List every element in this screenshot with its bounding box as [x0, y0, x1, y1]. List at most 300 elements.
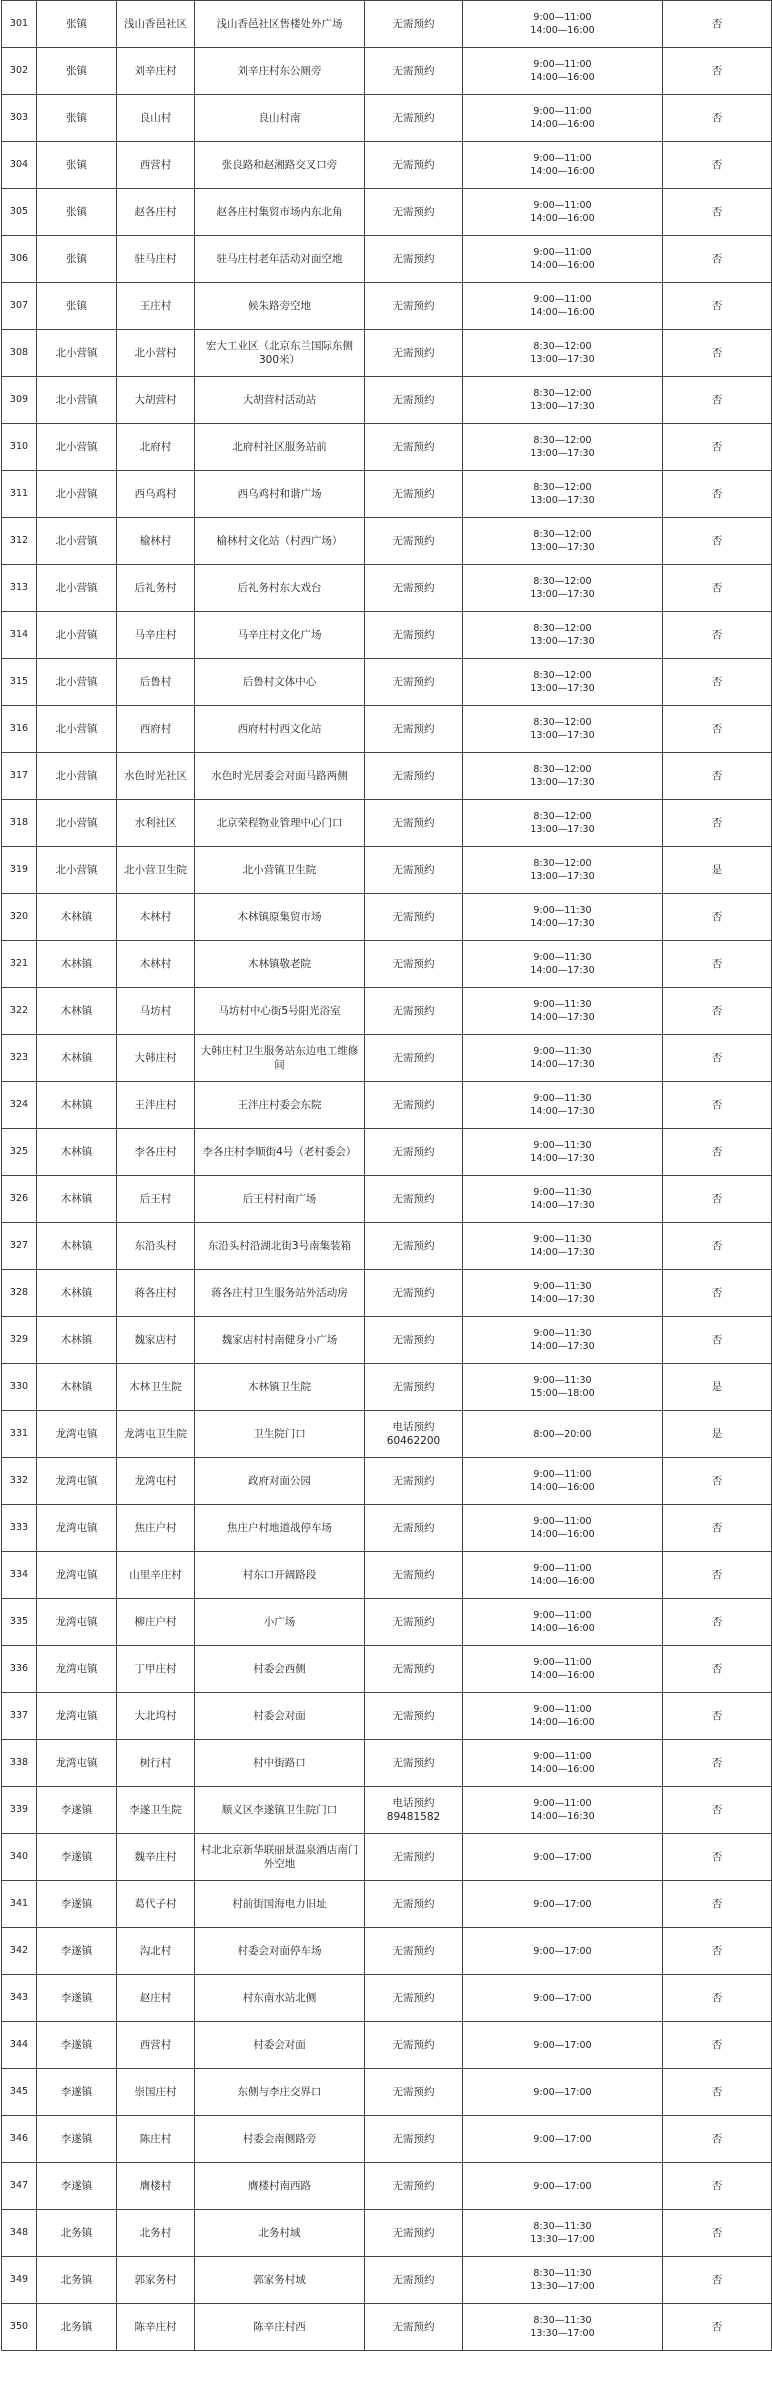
site-address: 村中街路口	[195, 1740, 365, 1787]
village-name: 榆林村	[117, 518, 195, 565]
reservation-method: 无需预约	[365, 1270, 463, 1317]
site-address: 木林镇卫生院	[195, 1364, 365, 1411]
is-health-center: 否	[663, 753, 772, 800]
reservation-method: 无需预约	[365, 800, 463, 847]
town-name: 北小营镇	[37, 706, 117, 753]
service-hours-line: 9:00—11:00	[533, 12, 592, 23]
reservation-method: 无需预约	[365, 424, 463, 471]
site-address: 村委会对面	[195, 1693, 365, 1740]
is-health-center: 否	[663, 1505, 772, 1552]
service-hours-line: 9:00—11:30	[533, 1328, 592, 1339]
site-address: 驻马庄村老年活动对面空地	[195, 236, 365, 283]
table-row	[2, 1364, 772, 1411]
reservation-method: 无需预约	[365, 471, 463, 518]
service-hours	[463, 1270, 663, 1317]
town-name: 李遂镇	[37, 1834, 117, 1881]
row-number: 343	[2, 1975, 37, 2022]
service-hours-line: 8:30—11:30	[533, 2268, 592, 2279]
table-row	[2, 753, 772, 800]
is-health-center: 否	[663, 518, 772, 565]
town-name: 北小营镇	[37, 753, 117, 800]
row-number: 328	[2, 1270, 37, 1317]
reservation-method: 无需预约	[365, 2304, 463, 2351]
site-address: 浅山香邑社区售楼处外广场	[195, 1, 365, 48]
is-health-center: 否	[663, 236, 772, 283]
service-hours-line: 14:00—17:30	[530, 1153, 595, 1164]
service-hours	[463, 2304, 663, 2351]
row-number: 304	[2, 142, 37, 189]
reservation-method: 无需预约	[365, 2257, 463, 2304]
site-address: 王泮庄村委会东院	[195, 1082, 365, 1129]
service-hours	[463, 1411, 663, 1458]
service-hours-line: 13:30—17:00	[530, 2328, 595, 2339]
row-number: 310	[2, 424, 37, 471]
site-address: 宏大工业区（北京东兰国际东侧300米）	[195, 330, 365, 377]
service-hours-line: 14:00—16:00	[530, 166, 595, 177]
village-name: 马辛庄村	[117, 612, 195, 659]
reservation-method: 无需预约	[365, 189, 463, 236]
service-hours	[463, 847, 663, 894]
table-row	[2, 2257, 772, 2304]
service-hours-line: 14:00—16:00	[530, 25, 595, 36]
table-row	[2, 1223, 772, 1270]
service-hours	[463, 659, 663, 706]
service-hours-line: 14:00—16:30	[530, 1811, 595, 1822]
site-address: 马坊村中心街5号阳光浴室	[195, 988, 365, 1035]
town-name: 木林镇	[37, 988, 117, 1035]
table-row	[2, 941, 772, 988]
site-address: 木林镇敬老院	[195, 941, 365, 988]
town-name: 北小营镇	[37, 377, 117, 424]
village-name: 郭家务村	[117, 2257, 195, 2304]
service-hours-line: 14:00—16:00	[530, 119, 595, 130]
site-address: 魏家店村村南健身小广场	[195, 1317, 365, 1364]
is-health-center: 是	[663, 1411, 772, 1458]
service-hours	[463, 2210, 663, 2257]
is-health-center: 否	[663, 471, 772, 518]
site-address: 水色时光居委会对面马路两侧	[195, 753, 365, 800]
is-health-center: 否	[663, 283, 772, 330]
town-name: 张镇	[37, 1, 117, 48]
service-hours	[463, 1129, 663, 1176]
service-hours	[463, 800, 663, 847]
row-number: 334	[2, 1552, 37, 1599]
service-hours-line: 8:30—12:00	[533, 858, 592, 869]
town-name: 李遂镇	[37, 1975, 117, 2022]
village-name: 马坊村	[117, 988, 195, 1035]
table-row	[2, 612, 772, 659]
reservation-method: 无需预约	[365, 1646, 463, 1693]
service-hours-line: 9:00—11:30	[533, 1234, 592, 1245]
reservation-method: 无需预约	[365, 518, 463, 565]
table-row	[2, 1035, 772, 1082]
reservation-method: 无需预约	[365, 1223, 463, 1270]
service-hours-line: 9:00—11:30	[533, 905, 592, 916]
reservation-method: 无需预约	[365, 1458, 463, 1505]
is-health-center: 否	[663, 1270, 772, 1317]
row-number: 322	[2, 988, 37, 1035]
is-health-center: 否	[663, 894, 772, 941]
service-hours	[463, 1364, 663, 1411]
site-address: 大胡营村活动站	[195, 377, 365, 424]
site-address: 刘辛庄村东公厕旁	[195, 48, 365, 95]
town-name: 李遂镇	[37, 1928, 117, 1975]
reservation-method: 无需预约	[365, 1552, 463, 1599]
service-hours-line: 8:30—12:00	[533, 576, 592, 587]
reservation-method: 无需预约	[365, 1082, 463, 1129]
table-row	[2, 1, 772, 48]
is-health-center: 否	[663, 1176, 772, 1223]
service-hours-line: 8:30—12:00	[533, 435, 592, 446]
row-number: 340	[2, 1834, 37, 1881]
service-hours	[463, 189, 663, 236]
row-number: 330	[2, 1364, 37, 1411]
is-health-center: 否	[663, 1928, 772, 1975]
town-name: 张镇	[37, 48, 117, 95]
town-name: 北务镇	[37, 2304, 117, 2351]
town-name: 北小营镇	[37, 471, 117, 518]
reservation-method: 电话预约 60462200	[365, 1411, 463, 1458]
service-hours-line: 9:00—11:00	[533, 294, 592, 305]
table-row	[2, 2116, 772, 2163]
service-hours-line: 13:00—17:30	[530, 730, 595, 741]
service-hours-line: 9:00—11:00	[533, 1704, 592, 1715]
table-row	[2, 1693, 772, 1740]
village-name: 陈辛庄村	[117, 2304, 195, 2351]
village-name: 西府村	[117, 706, 195, 753]
site-address: 西乌鸡村和谐广场	[195, 471, 365, 518]
town-name: 龙湾屯镇	[37, 1505, 117, 1552]
village-name: 大北坞村	[117, 1693, 195, 1740]
service-hours-line: 9:00—11:00	[533, 1563, 592, 1574]
service-hours-line: 9:00—17:00	[533, 1898, 592, 1910]
village-name: 后鲁村	[117, 659, 195, 706]
town-name: 木林镇	[37, 1223, 117, 1270]
town-name: 木林镇	[37, 1035, 117, 1082]
service-hours-line: 9:00—11:00	[533, 1798, 592, 1809]
town-name: 木林镇	[37, 1129, 117, 1176]
table-row	[2, 1270, 772, 1317]
town-name: 北小营镇	[37, 800, 117, 847]
service-hours-line: 8:30—12:00	[533, 482, 592, 493]
service-hours	[463, 471, 663, 518]
reservation-method: 无需预约	[365, 2163, 463, 2210]
table-row	[2, 283, 772, 330]
row-number: 346	[2, 2116, 37, 2163]
service-hours-line: 13:30—17:00	[530, 2234, 595, 2245]
row-number: 347	[2, 2163, 37, 2210]
service-hours-line: 13:00—17:30	[530, 683, 595, 694]
table-row	[2, 1552, 772, 1599]
site-address: 村委会西侧	[195, 1646, 365, 1693]
table-row	[2, 2022, 772, 2069]
village-name: 龙湾屯村	[117, 1458, 195, 1505]
sampling-site-table	[1, 0, 772, 2351]
reservation-method: 无需预约	[365, 236, 463, 283]
village-name: 陈庄村	[117, 2116, 195, 2163]
table-row	[2, 659, 772, 706]
table-row	[2, 1646, 772, 1693]
table-row	[2, 2163, 772, 2210]
is-health-center: 否	[663, 1082, 772, 1129]
village-name: 西营村	[117, 2022, 195, 2069]
service-hours-line: 9:00—17:00	[533, 2180, 592, 2192]
village-name: 李遂卫生院	[117, 1787, 195, 1834]
is-health-center: 否	[663, 1740, 772, 1787]
service-hours	[463, 1082, 663, 1129]
row-number: 323	[2, 1035, 37, 1082]
reservation-method: 无需预约	[365, 48, 463, 95]
row-number: 339	[2, 1787, 37, 1834]
site-address: 榆林村文化站（村西广场）	[195, 518, 365, 565]
site-address: 东侧与李庄交界口	[195, 2069, 365, 2116]
village-name: 柳庄户村	[117, 1599, 195, 1646]
reservation-method: 无需预约	[365, 988, 463, 1035]
is-health-center: 否	[663, 1693, 772, 1740]
is-health-center: 否	[663, 330, 772, 377]
village-name: 木林村	[117, 941, 195, 988]
row-number: 309	[2, 377, 37, 424]
town-name: 北小营镇	[37, 847, 117, 894]
is-health-center: 否	[663, 95, 772, 142]
service-hours-line: 9:00—11:30	[533, 999, 592, 1010]
village-name: 东沿头村	[117, 1223, 195, 1270]
reservation-method: 无需预约	[365, 1035, 463, 1082]
row-number: 312	[2, 518, 37, 565]
service-hours	[463, 1505, 663, 1552]
reservation-method: 无需预约	[365, 753, 463, 800]
service-hours	[463, 1928, 663, 1975]
service-hours-line: 8:30—12:00	[533, 341, 592, 352]
village-name: 浅山香邑社区	[117, 1, 195, 48]
table-row	[2, 1787, 772, 1834]
town-name: 李遂镇	[37, 1787, 117, 1834]
village-name: 北府村	[117, 424, 195, 471]
row-number: 337	[2, 1693, 37, 1740]
table-row	[2, 377, 772, 424]
row-number: 326	[2, 1176, 37, 1223]
is-health-center: 否	[663, 2022, 772, 2069]
is-health-center: 是	[663, 847, 772, 894]
site-address: 村北北京新华联丽景温泉酒店南门外空地	[195, 1834, 365, 1881]
service-hours-line: 8:30—12:00	[533, 764, 592, 775]
is-health-center: 否	[663, 1834, 772, 1881]
row-number: 314	[2, 612, 37, 659]
service-hours	[463, 330, 663, 377]
town-name: 张镇	[37, 142, 117, 189]
row-number: 320	[2, 894, 37, 941]
service-hours-line: 9:00—11:00	[533, 1751, 592, 1762]
service-hours-line: 9:00—17:00	[533, 2086, 592, 2098]
is-health-center: 否	[663, 1599, 772, 1646]
table-row	[2, 1082, 772, 1129]
table-row	[2, 2210, 772, 2257]
row-number: 331	[2, 1411, 37, 1458]
is-health-center: 是	[663, 1364, 772, 1411]
town-name: 张镇	[37, 236, 117, 283]
table-row	[2, 471, 772, 518]
is-health-center: 否	[663, 424, 772, 471]
is-health-center: 否	[663, 1458, 772, 1505]
site-address: 村东南水站北侧	[195, 1975, 365, 2022]
service-hours-line: 8:30—12:00	[533, 529, 592, 540]
service-hours-line: 13:00—17:30	[530, 824, 595, 835]
reservation-method: 无需预约	[365, 1740, 463, 1787]
service-hours-line: 9:00—11:30	[533, 1046, 592, 1057]
is-health-center: 否	[663, 48, 772, 95]
reservation-method: 无需预约	[365, 706, 463, 753]
service-hours-line: 13:00—17:30	[530, 354, 595, 365]
site-address: 北京荣程物业管理中心门口	[195, 800, 365, 847]
village-name: 赵庄村	[117, 1975, 195, 2022]
table-row	[2, 1599, 772, 1646]
reservation-method: 无需预约	[365, 659, 463, 706]
reservation-method: 无需预约	[365, 894, 463, 941]
town-name: 龙湾屯镇	[37, 1552, 117, 1599]
row-number: 316	[2, 706, 37, 753]
site-address: 村委会对面停车场	[195, 1928, 365, 1975]
service-hours-line: 8:30—12:00	[533, 388, 592, 399]
village-name: 北小营卫生院	[117, 847, 195, 894]
service-hours-line: 9:00—11:30	[533, 1187, 592, 1198]
row-number: 333	[2, 1505, 37, 1552]
service-hours-line: 14:00—16:00	[530, 213, 595, 224]
village-name: 山里辛庄村	[117, 1552, 195, 1599]
service-hours-line: 8:30—11:30	[533, 2221, 592, 2232]
service-hours-line: 9:00—11:30	[533, 1093, 592, 1104]
row-number: 350	[2, 2304, 37, 2351]
row-number: 327	[2, 1223, 37, 1270]
row-number: 321	[2, 941, 37, 988]
site-address: 顺义区李遂镇卫生院门口	[195, 1787, 365, 1834]
village-name: 焦庄户村	[117, 1505, 195, 1552]
table-row	[2, 1928, 772, 1975]
service-hours-line: 8:30—12:00	[533, 717, 592, 728]
table-row	[2, 330, 772, 377]
town-name: 张镇	[37, 189, 117, 236]
site-address: 候朱路旁空地	[195, 283, 365, 330]
row-number: 307	[2, 283, 37, 330]
service-hours-line: 9:00—11:00	[533, 59, 592, 70]
table-row	[2, 48, 772, 95]
service-hours	[463, 2257, 663, 2304]
row-number: 313	[2, 565, 37, 612]
table-row	[2, 236, 772, 283]
village-name: 沟北村	[117, 1928, 195, 1975]
service-hours-line: 13:00—17:30	[530, 495, 595, 506]
town-name: 李遂镇	[37, 2069, 117, 2116]
service-hours	[463, 1552, 663, 1599]
service-hours	[463, 1223, 663, 1270]
service-hours	[463, 1881, 663, 1928]
service-hours-line: 14:00—16:00	[530, 1670, 595, 1681]
service-hours	[463, 1740, 663, 1787]
village-name: 王庄村	[117, 283, 195, 330]
reservation-method: 无需预约	[365, 2069, 463, 2116]
is-health-center: 否	[663, 1129, 772, 1176]
service-hours-line: 13:30—17:00	[530, 2281, 595, 2292]
village-name: 王泮庄村	[117, 1082, 195, 1129]
site-address: 北小营镇卫生院	[195, 847, 365, 894]
village-name: 木林卫生院	[117, 1364, 195, 1411]
reservation-method: 无需预约	[365, 283, 463, 330]
town-name: 北小营镇	[37, 424, 117, 471]
town-name: 木林镇	[37, 1082, 117, 1129]
site-address: 大韩庄村卫生服务站东边电工维修间	[195, 1035, 365, 1082]
village-name: 龙湾屯卫生院	[117, 1411, 195, 1458]
is-health-center: 否	[663, 941, 772, 988]
service-hours-line: 13:00—17:30	[530, 871, 595, 882]
row-number: 306	[2, 236, 37, 283]
reservation-method: 无需预约	[365, 1975, 463, 2022]
town-name: 木林镇	[37, 1317, 117, 1364]
service-hours	[463, 1834, 663, 1881]
table-row	[2, 565, 772, 612]
service-hours	[463, 1176, 663, 1223]
reservation-method: 无需预约	[365, 2210, 463, 2257]
row-number: 303	[2, 95, 37, 142]
service-hours-line: 9:00—11:00	[533, 1516, 592, 1527]
reservation-method: 无需预约	[365, 1834, 463, 1881]
site-address: 东沿头村沿湖北街3号南集装箱	[195, 1223, 365, 1270]
service-hours	[463, 142, 663, 189]
service-hours-line: 14:00—16:00	[530, 1482, 595, 1493]
service-hours-line: 13:00—17:30	[530, 448, 595, 459]
is-health-center: 否	[663, 612, 772, 659]
town-name: 龙湾屯镇	[37, 1740, 117, 1787]
site-address: 李各庄村李顺街4号（老村委会）	[195, 1129, 365, 1176]
row-number: 335	[2, 1599, 37, 1646]
reservation-method: 无需预约	[365, 142, 463, 189]
site-address: 政府对面公园	[195, 1458, 365, 1505]
village-name: 西乌鸡村	[117, 471, 195, 518]
reservation-method: 无需预约	[365, 1317, 463, 1364]
is-health-center: 否	[663, 565, 772, 612]
town-name: 李遂镇	[37, 1881, 117, 1928]
town-name: 李遂镇	[37, 2116, 117, 2163]
table-row	[2, 189, 772, 236]
service-hours-line: 9:00—11:00	[533, 1657, 592, 1668]
service-hours	[463, 1975, 663, 2022]
service-hours	[463, 2069, 663, 2116]
service-hours-line: 14:00—16:00	[530, 1764, 595, 1775]
reservation-method: 无需预约	[365, 2022, 463, 2069]
service-hours-line: 14:00—17:30	[530, 918, 595, 929]
is-health-center: 否	[663, 2069, 772, 2116]
table-row	[2, 1834, 772, 1881]
site-address: 良山村南	[195, 95, 365, 142]
town-name: 北小营镇	[37, 612, 117, 659]
service-hours-line: 9:00—11:00	[533, 247, 592, 258]
site-address: 赵各庄村集贸市场内东北角	[195, 189, 365, 236]
site-address: 村前街国海电力旧址	[195, 1881, 365, 1928]
row-number: 349	[2, 2257, 37, 2304]
service-hours	[463, 1458, 663, 1505]
service-hours	[463, 941, 663, 988]
table-row	[2, 894, 772, 941]
service-hours	[463, 753, 663, 800]
village-name: 崇国庄村	[117, 2069, 195, 2116]
is-health-center: 否	[663, 1787, 772, 1834]
reservation-method: 无需预约	[365, 1928, 463, 1975]
table-row	[2, 1881, 772, 1928]
site-address: 后礼务村东大戏台	[195, 565, 365, 612]
village-name: 魏辛庄村	[117, 1834, 195, 1881]
village-name: 大韩庄村	[117, 1035, 195, 1082]
row-number: 345	[2, 2069, 37, 2116]
site-address: 小广场	[195, 1599, 365, 1646]
site-address: 膺楼村南西路	[195, 2163, 365, 2210]
